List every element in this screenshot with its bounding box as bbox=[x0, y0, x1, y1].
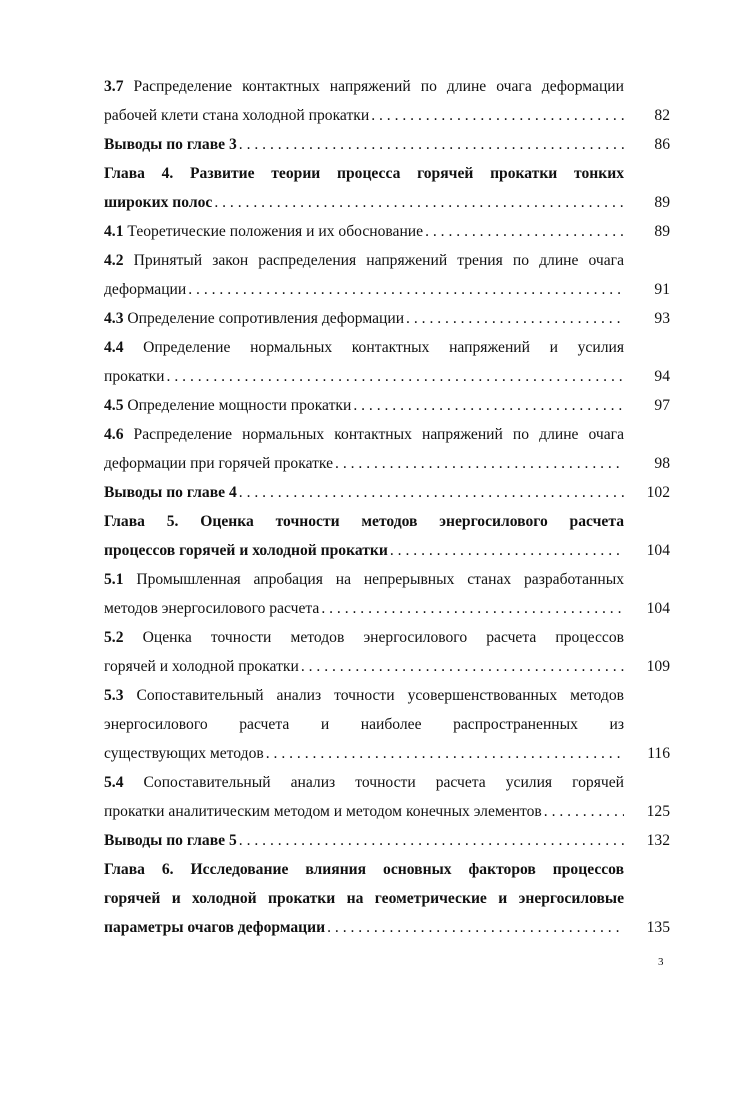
leader-dots bbox=[390, 536, 624, 565]
entry-title: Выводы по главе 5 bbox=[104, 832, 237, 849]
toc-entry-conclusions-4[interactable] bbox=[104, 478, 624, 507]
leader-dots bbox=[327, 913, 624, 942]
toc-entry-conclusions-3[interactable] bbox=[104, 130, 624, 159]
entry-title: прокатки аналитическим методом и методом конечных элементов bbox=[104, 803, 542, 820]
entry-title: Глава 4. Развитие теории процесса горячей прокатки тонких bbox=[104, 165, 624, 182]
page-ref: 97 bbox=[654, 397, 670, 414]
page-ref: 104 bbox=[646, 600, 670, 617]
entry-title: Принятый закон распределения напряжений трения по длине очага bbox=[123, 252, 624, 269]
page-ref: 86 bbox=[654, 136, 670, 153]
entry-title: методов энергосилового расчета bbox=[104, 600, 320, 617]
leader-dots bbox=[239, 478, 624, 507]
toc-entry-4-3[interactable] bbox=[104, 304, 624, 333]
page-ref: 116 bbox=[647, 745, 670, 762]
entry-title: Сопоставительный анализ точности расчета усилия горячей bbox=[123, 774, 624, 791]
section-number: 5.2 bbox=[104, 629, 124, 646]
entry-title: параметры очагов деформации bbox=[104, 919, 326, 936]
page-ref: 89 bbox=[654, 194, 670, 211]
entry-title: деформации при горячей прокатке bbox=[104, 455, 334, 472]
toc-entry-4-5[interactable] bbox=[104, 391, 624, 420]
entry-title: прокатки bbox=[104, 368, 165, 385]
entry-title: Теоретические положения и их обоснование bbox=[123, 223, 424, 240]
page-ref: 82 bbox=[654, 107, 670, 124]
entry-title: Сопоставительный анализ точности усовершенствованных методов bbox=[123, 687, 624, 704]
entry-title: деформации bbox=[104, 281, 187, 298]
leader-dots bbox=[266, 739, 624, 768]
entry-title: Определение мощности прокатки bbox=[123, 397, 352, 414]
entry-title: рабочей клети стана холодной прокатки bbox=[104, 107, 370, 124]
toc-entry-5-2[interactable] bbox=[104, 623, 624, 681]
page-ref: 91 bbox=[654, 281, 670, 298]
page-ref: 125 bbox=[646, 803, 670, 820]
leader-dots bbox=[188, 275, 624, 304]
leader-dots bbox=[239, 130, 624, 159]
section-number: 5.4 bbox=[104, 774, 124, 791]
page-ref: 109 bbox=[646, 658, 670, 675]
section-number: 4.4 bbox=[104, 339, 124, 356]
entry-title: Выводы по главе 3 bbox=[104, 136, 237, 153]
toc-entry-4-4[interactable] bbox=[104, 333, 624, 391]
leader-dots bbox=[321, 594, 624, 623]
entry-title: горячей и холодной прокатки bbox=[104, 658, 299, 675]
section-number: 4.3 bbox=[104, 310, 124, 327]
entry-title: Распределение нормальных контактных напряжений по длине очага bbox=[123, 426, 624, 443]
page-ref: 89 bbox=[654, 223, 670, 240]
leader-dots bbox=[167, 362, 624, 391]
toc-entry-conclusions-5[interactable] bbox=[104, 826, 624, 855]
entry-title: процессов горячей и холодной прокатки bbox=[104, 542, 388, 559]
entry-title: горячей и холодной прокатки на геометрические и энергосиловые bbox=[104, 890, 624, 907]
page-ref: 93 bbox=[654, 310, 670, 327]
toc-entry-chapter-4[interactable] bbox=[104, 159, 624, 217]
toc-entry-4-2[interactable] bbox=[104, 246, 624, 304]
entry-title: Глава 5. Оценка точности методов энергосилового расчета bbox=[104, 513, 624, 530]
entry-title: Распределение контактных напряжений по длине очага деформации bbox=[123, 78, 624, 95]
leader-dots bbox=[371, 101, 624, 130]
page-ref: 94 bbox=[654, 368, 670, 385]
toc-entry-chapter-6[interactable] bbox=[104, 855, 624, 942]
leader-dots bbox=[425, 217, 624, 246]
section-number: 5.3 bbox=[104, 687, 124, 704]
entry-title: Глава 6. Исследование влияния основных факторов процессов bbox=[104, 861, 624, 878]
entry-title: существующих методов bbox=[104, 745, 264, 762]
entry-title: энергосилового расчета и наиболее распространенных из bbox=[104, 716, 624, 733]
section-number: 4.5 bbox=[104, 397, 124, 414]
toc-entry-5-3[interactable] bbox=[104, 681, 624, 768]
section-number: 3.7 bbox=[104, 78, 124, 95]
page-ref: 98 bbox=[654, 455, 670, 472]
entry-title: Выводы по главе 4 bbox=[104, 484, 237, 501]
entry-title: Оценка точности методов энергосилового расчета процессов bbox=[123, 629, 624, 646]
page-ref: 135 bbox=[646, 919, 670, 936]
page-ref: 132 bbox=[646, 832, 670, 849]
entry-title: широких полос bbox=[104, 194, 213, 211]
entry-title: Определение сопротивления деформации bbox=[123, 310, 405, 327]
toc-entry-3-7[interactable] bbox=[104, 72, 624, 130]
section-number: 4.1 bbox=[104, 223, 124, 240]
leader-dots bbox=[353, 391, 624, 420]
leader-dots bbox=[301, 652, 624, 681]
leader-dots bbox=[335, 449, 624, 478]
toc-entry-5-4[interactable] bbox=[104, 768, 624, 826]
section-number: 4.2 bbox=[104, 252, 124, 269]
page-number: 3 bbox=[658, 956, 664, 968]
leader-dots bbox=[214, 188, 624, 217]
section-number: 5.1 bbox=[104, 571, 124, 588]
toc-entry-5-1[interactable] bbox=[104, 565, 624, 623]
entry-title: Промышленная апробация на непрерывных станах разработанных bbox=[123, 571, 624, 588]
toc-entry-4-1[interactable] bbox=[104, 217, 624, 246]
leader-dots bbox=[406, 304, 624, 333]
leader-dots bbox=[239, 826, 624, 855]
toc-entry-chapter-5[interactable] bbox=[104, 507, 624, 565]
page-ref: 104 bbox=[646, 542, 670, 559]
section-number: 4.6 bbox=[104, 426, 124, 443]
page-ref: 102 bbox=[646, 484, 670, 501]
leader-dots bbox=[544, 797, 624, 826]
toc-entry-4-6[interactable] bbox=[104, 420, 624, 478]
entry-title: Определение нормальных контактных напряжений и усилия bbox=[123, 339, 624, 356]
